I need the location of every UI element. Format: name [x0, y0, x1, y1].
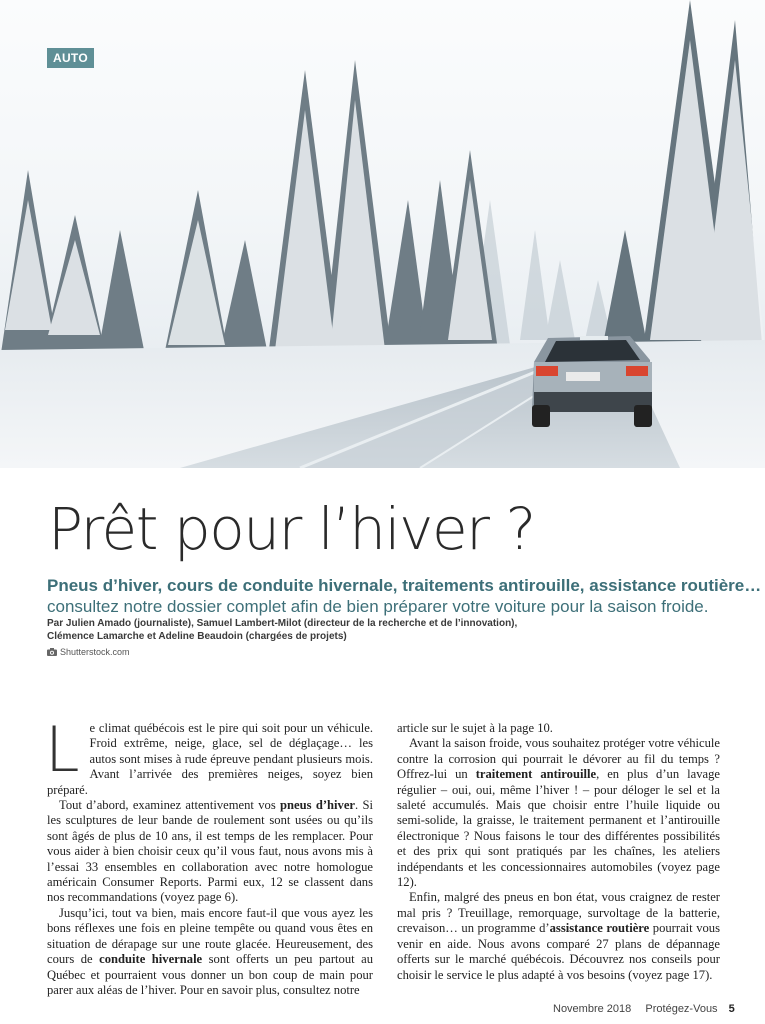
article-column-1 — [45, 713, 373, 998]
winter-road-photo — [0, 0, 765, 468]
footer-magazine: Protégez-Vous — [645, 1003, 718, 1015]
paragraph-roadside: Enfin, malgré des pneus en bon état, vous craignez de rester mal pris ? Treuillage, remorquage, survoltage de la batterie, crevaison… un programme d’assistance routière pourrait vous venir en aide. Nous avons comparé 27 plans de dépannage offerts sur le marché québécois. Découvrez nos conseils pour choisir le service le plus adapté à vos besoins (voyez page 17). — [397, 890, 720, 982]
drop-cap: L — [45, 713, 80, 786]
paragraph-intro: Le climat québécois est le pire qui soit pour un véhicule. Froid extrême, neige, glace, sel de déglaçage… les autos sont mises à rude épreuve pendant plusieurs mois. Avant l’arrivée des premières neiges, soyez bien préparé. — [45, 713, 373, 797]
page-footer — [553, 1003, 735, 1015]
deck-bold: Pneus d’hiver, cours de conduite hivernale, traitements antirouille, assistance routière… — [47, 576, 762, 595]
paragraph-driving: Jusqu’ici, tout va bien, mais encore faut-il que vous ayez les bons réflexes une fois en pleine tempête ou quand vous êtes en situation de dérapage sur une route glacée. Heureusement, des cours de conduite hivernale sont offerts un peu partout au Québec et pourraient vous donner un bon coup de main pour parer aux aléas de l’hiver. Pour en savoir plus, consultez notre — [47, 905, 373, 997]
keyword-winter-driving: conduite hivernale — [99, 952, 203, 967]
keyword-winter-tires: pneus d’hiver — [280, 798, 356, 813]
footer-issue: Novembre 2018 — [553, 1003, 632, 1015]
byline-line-1: Par Julien Amado (journaliste), Samuel Lambert-Milot (directeur de la recherche et de l’innovation), — [47, 618, 518, 629]
page-number: 5 — [728, 1003, 735, 1015]
paragraph-tires: Tout d’abord, examinez attentivement vos pneus d’hiver. Si les sculptures de leur bande de roulement sont usées ou qu’ils sont âgés de plus de 10 ans, il est temps de les remplacer. Pour vous aider à bien choisir ceux qu’il vous faut, nous avons mis à l’essai 33 ensembles en collaboration avec notre homologue américain Consumer Reports. Parmi eux, 12 se classent dans nos recommandations (voyez page 6). — [47, 798, 373, 905]
deck-regular: consultez notre dossier complet afin de bien préparer votre voiture pour la saison froide. — [47, 597, 709, 616]
article-title: Prêt pour l’hiver ? — [48, 495, 535, 563]
photo-credit-text: Shutterstock.com — [60, 647, 130, 657]
section-tag: AUTO — [47, 48, 94, 68]
keyword-rustproofing: traitement antirouille — [475, 767, 597, 782]
camera-icon — [47, 648, 57, 656]
article-column-2 — [397, 721, 720, 983]
keyword-roadside-assistance: assistance routière — [549, 921, 650, 936]
article-deck — [47, 575, 762, 617]
byline-line-2: Clémence Lamarche et Adeline Beaudoin (chargées de projets) — [47, 630, 347, 642]
paragraph-rustproofing: Avant la saison froide, vous souhaitez protéger votre véhicule contre la corrosion qui pourrait le dévorer au fil du temps ? Offrez-lui un traitement antirouille, en plus d’un lavage régulier – oui, oui, même l’hiver ! – pour déloger le sel et la saleté accumulés. Mais que choisir entre l’huile liquide ou semi-solide, la graisse, le traitement permanent et l’antirouille électronique ? Nous faisons le tour des différentes possibilités et des prix qui sont pratiqués par les chaînes, les ateliers indépendants et les concessionnaires automobiles (voyez page 12). — [397, 736, 720, 890]
photo-credit — [47, 647, 130, 657]
hero-photo — [0, 0, 765, 468]
byline — [47, 618, 547, 643]
paragraph-driving-continued: article sur le sujet à la page 10. — [397, 721, 553, 735]
